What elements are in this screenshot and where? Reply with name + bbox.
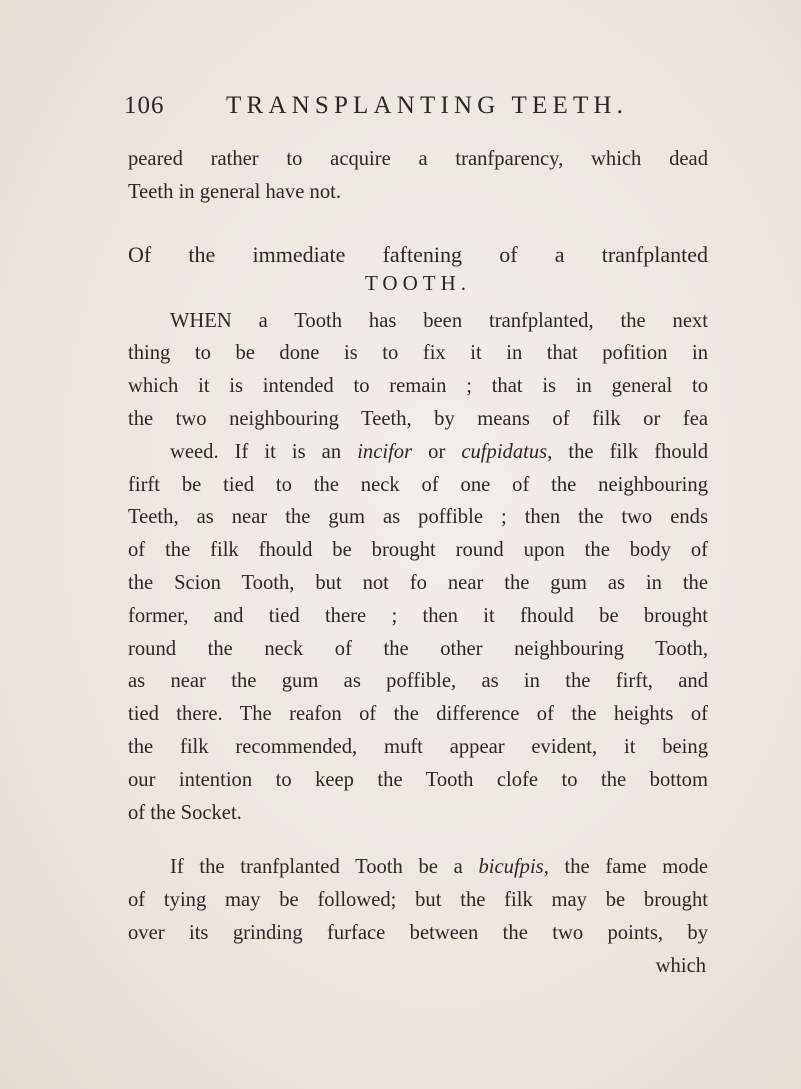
- heading-line: Of the immediate faftening of a tranfplanted: [128, 241, 708, 267]
- text-line: former, and tied there ; then it fhould be brought: [128, 604, 708, 627]
- text-line: WHEN a Tooth has been tranfplanted, the next: [170, 309, 708, 332]
- text-line: firft be tied to the neck of one of the neighbouring: [128, 473, 708, 496]
- text-line: Teeth in general have not.: [128, 180, 341, 203]
- paragraph: [128, 305, 708, 830]
- text-span: weed. If it is an: [170, 440, 358, 463]
- text-line: [128, 851, 708, 884]
- text-line: thing to be done is to fix it in that pofition in: [128, 342, 708, 365]
- text-line: as near the gum as poffible, as in the firft, and: [128, 670, 708, 693]
- text-line: tied there. The reafon of the difference of the heights of: [128, 703, 708, 726]
- text-span: If the tranfplanted Tooth be a: [170, 856, 479, 879]
- text-line: peared rather to acquire a tranfparency, which dead: [128, 148, 708, 170]
- text-line: of the filk fhould be brought round upon the body of: [128, 539, 708, 562]
- text-line: our intention to keep the Tooth clofe to the bottom: [128, 768, 708, 791]
- text-line: [128, 436, 708, 469]
- text-line: which it is intended to remain ; that is in general to: [128, 375, 708, 398]
- text-span: , the fame mode: [543, 856, 708, 879]
- text-line: the filk recommended, muft appear evident, it being: [128, 735, 708, 758]
- paragraph: [128, 851, 708, 949]
- running-title: TRANSPLANTING TEETH.: [226, 92, 629, 119]
- text-span: or: [412, 440, 462, 463]
- section-heading: [128, 239, 708, 301]
- text-line: round the neck of the other neighbouring Tooth,: [128, 637, 708, 660]
- text-line: the two neighbouring Teeth, by means of filk or fea: [128, 407, 708, 430]
- text-line: the Scion Tooth, but not fo near the gum as in the: [128, 571, 708, 594]
- text-line: of tying may be followed; but the filk may be brought: [128, 889, 708, 912]
- italic-term: bicufpis: [478, 856, 544, 879]
- page-number: 106: [124, 92, 165, 119]
- text-block: [128, 143, 708, 983]
- italic-term: incifor: [357, 440, 413, 463]
- text-line: over its grinding furface between the two points, by: [128, 921, 708, 944]
- heading-line: TOOTH.: [364, 270, 472, 295]
- italic-term: cufpidatus: [461, 440, 548, 463]
- catchword: which: [655, 954, 706, 977]
- running-head: [124, 92, 724, 128]
- text-span: , the filk fhould: [547, 440, 709, 463]
- text-line: of the Socket.: [128, 801, 242, 824]
- paragraph-continued: [128, 143, 708, 209]
- text-line: Teeth, as near the gum as poffible ; then the two ends: [128, 506, 708, 529]
